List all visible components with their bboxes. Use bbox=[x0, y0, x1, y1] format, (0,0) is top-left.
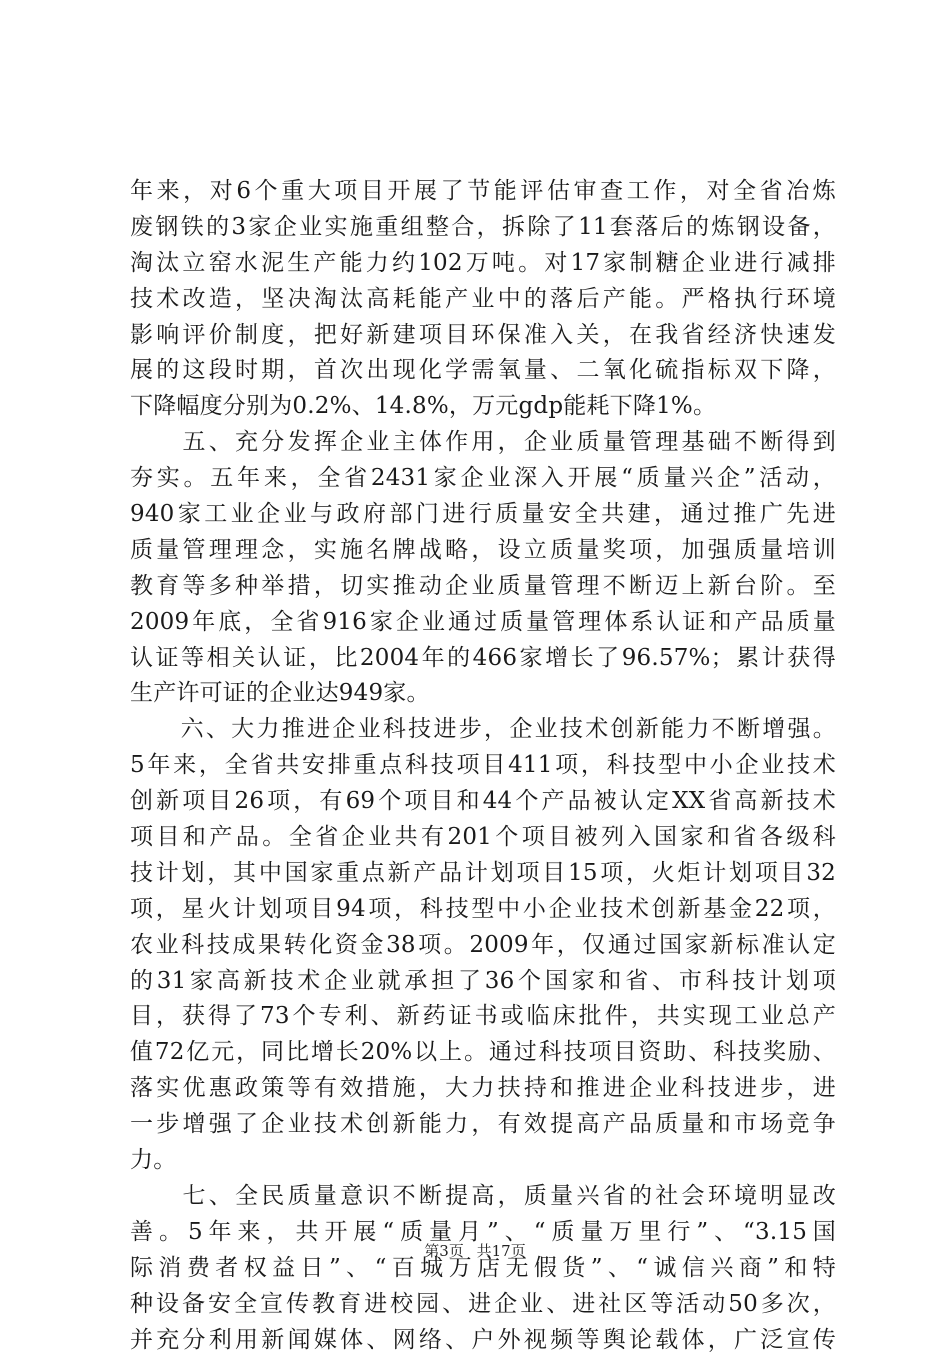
text-line: 一步增强了企业技术创新能力，有效提高产品质量和市场竞争 bbox=[130, 1107, 836, 1143]
text-line: 的31家高新技术企业就承担了36个国家和省、市科技计划项 bbox=[130, 964, 836, 1000]
text-line: 目，获得了73个专利、新药证书或临床批件，共实现工业总产 bbox=[130, 999, 836, 1035]
text-line: 并充分利用新闻媒体、网络、户外视频等舆论载体，广泛宣传 bbox=[130, 1323, 836, 1358]
text-line: 创新项目26项，有69个项目和44个产品被认定XX省高新技术 bbox=[130, 784, 836, 820]
text-line: 项目和产品。全省企业共有201个项目被列入国家和省各级科 bbox=[130, 820, 836, 856]
text-line: 农业科技成果转化资金38项。2009年，仅通过国家新标准认定 bbox=[130, 928, 836, 964]
text-line: 5年来，全省共安排重点科技项目411项，科技型中小企业技术 bbox=[130, 748, 836, 784]
text-line: 下降幅度分别为0.2%、14.8%，万元gdp能耗下降1%。 bbox=[130, 389, 836, 425]
text-line: 教育等多种举措，切实推动企业质量管理不断迈上新台阶。至 bbox=[130, 569, 836, 605]
page-footer bbox=[0, 1240, 950, 1261]
body-text bbox=[130, 174, 836, 1358]
text-line: 力。 bbox=[130, 1143, 836, 1179]
text-line: 淘汰立窑水泥生产能力约102万吨。对17家制糖企业进行减排 bbox=[130, 246, 836, 282]
text-line: 展的这段时期，首次出现化学需氧量、二氧化硫指标双下降， bbox=[130, 353, 836, 389]
text-line: 生产许可证的企业达949家。 bbox=[130, 676, 836, 712]
text-line: 影响评价制度，把好新建项目环保准入关，在我省经济快速发 bbox=[130, 318, 836, 354]
page-total: 共17页 bbox=[477, 1242, 526, 1260]
text-line: 五、充分发挥企业主体作用，企业质量管理基础不断得到 bbox=[130, 425, 836, 461]
text-line: 废钢铁的3家企业实施重组整合，拆除了11套落后的炼钢设备， bbox=[130, 210, 836, 246]
text-line: 种设备安全宣传教育进校园、进企业、进社区等活动50多次， bbox=[130, 1287, 836, 1323]
text-line: 技计划，其中国家重点新产品计划项目15项，火炬计划项目32 bbox=[130, 856, 836, 892]
text-line: 值72亿元，同比增长20%以上。通过科技项目资助、科技奖励、 bbox=[130, 1035, 836, 1071]
text-line: 2009年底，全省916家企业通过质量管理体系认证和产品质量 bbox=[130, 605, 836, 641]
text-line: 技术改造，坚决淘汰高耗能产业中的落后产能。严格执行环境 bbox=[130, 282, 836, 318]
text-line: 项，星火计划项目94项，科技型中小企业技术创新基金22项， bbox=[130, 892, 836, 928]
text-line: 善。5年来，共开展“质量月”、“质量万里行”、“3.15国 bbox=[130, 1215, 836, 1251]
text-line: 认证等相关认证，比2004年的466家增长了96.57%；累计获得 bbox=[130, 641, 836, 677]
text-line: 质量管理理念，实施名牌战略，设立质量奖项，加强质量培训 bbox=[130, 533, 836, 569]
text-line: 际消费者权益日”、“百城万店无假货”、“诚信兴商”和特 bbox=[130, 1251, 836, 1287]
text-line: 940家工业企业与政府部门进行质量安全共建，通过推广先进 bbox=[130, 497, 836, 533]
text-line: 六、大力推进企业科技进步，企业技术创新能力不断增强。 bbox=[130, 712, 836, 748]
text-line: 夯实。五年来，全省2431家企业深入开展“质量兴企”活动， bbox=[130, 461, 836, 497]
text-line: 七、全民质量意识不断提高，质量兴省的社会环境明显改 bbox=[130, 1179, 836, 1215]
text-line: 落实优惠政策等有效措施，大力扶持和推进企业科技进步，进 bbox=[130, 1071, 836, 1107]
page-number: 第3页 bbox=[424, 1242, 464, 1260]
text-line: 年来，对6个重大项目开展了节能评估审查工作，对全省冶炼 bbox=[130, 174, 836, 210]
